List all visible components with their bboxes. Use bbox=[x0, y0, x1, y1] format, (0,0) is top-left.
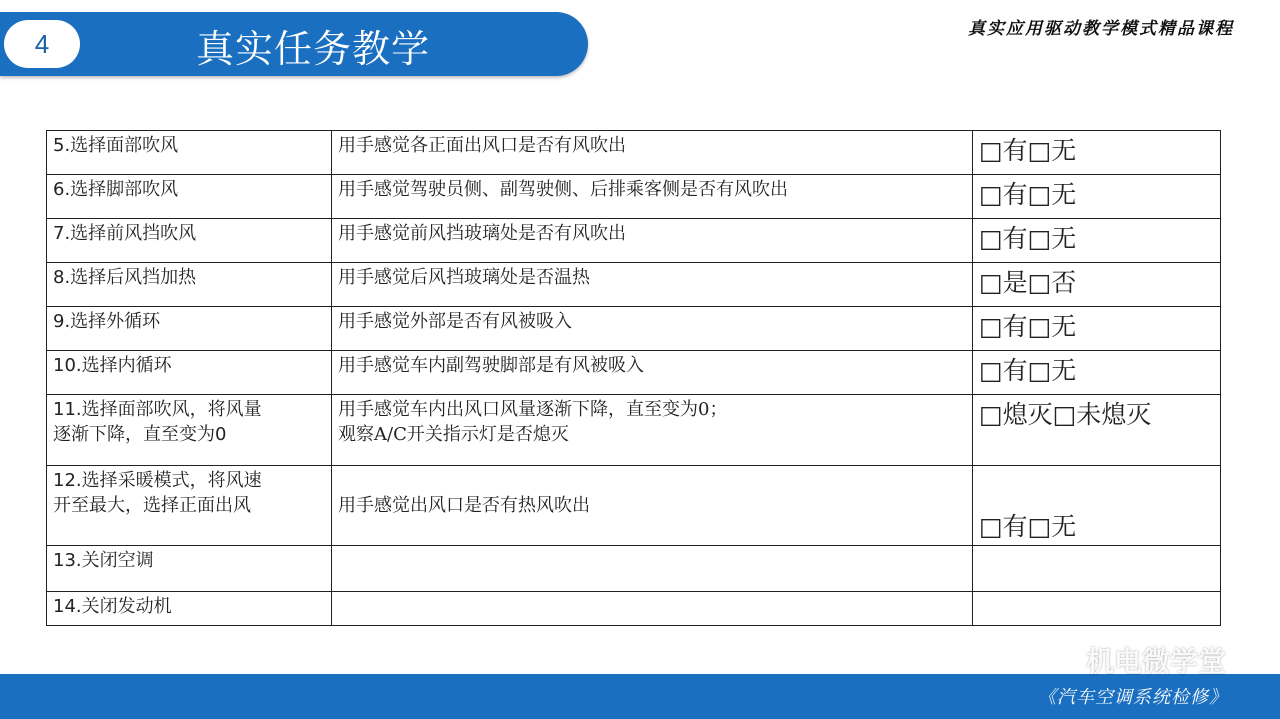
course-tagline: 真实应用驱动教学模式精品课程 bbox=[968, 19, 1234, 39]
method-cell: 用手感觉后风挡玻璃处是否温热 bbox=[332, 263, 973, 307]
step-cell: 6.选择脚部吹风 bbox=[47, 175, 332, 219]
method-line: 用手感觉车内出风口风量逐渐下降，直至变为0； bbox=[338, 399, 728, 420]
table-row bbox=[47, 175, 1221, 219]
method-cell: 用手感觉外部是否有风被吸入 bbox=[332, 307, 973, 351]
step-cell: 9.选择外循环 bbox=[47, 307, 332, 351]
method-cell bbox=[332, 546, 973, 592]
method-cell: 用手感觉车内副驾驶脚部是有风被吸入 bbox=[332, 351, 973, 395]
result-cell: □有□无 bbox=[973, 219, 1221, 263]
table-row bbox=[47, 466, 1221, 546]
step-cell: 13.关闭空调 bbox=[47, 546, 332, 592]
step-line: 12.选择采暖模式，将风速 bbox=[53, 470, 262, 491]
result-cell bbox=[973, 546, 1221, 592]
method-cell bbox=[332, 395, 973, 466]
step-cell: 5.选择面部吹风 bbox=[47, 131, 332, 175]
step-line: 开至最大，选择正面出风 bbox=[53, 495, 251, 516]
result-cell: □熄灭□未熄灭 bbox=[973, 395, 1221, 466]
step-cell: 7.选择前风挡吹风 bbox=[47, 219, 332, 263]
page-title: 真实任务教学 bbox=[196, 26, 431, 71]
table-row bbox=[47, 546, 1221, 592]
table-row bbox=[47, 592, 1221, 626]
course-name: 《汽车空调系统检修》 bbox=[1038, 687, 1228, 708]
result-cell: □是□否 bbox=[973, 263, 1221, 307]
step-cell: 14.关闭发动机 bbox=[47, 592, 332, 626]
step-cell: 8.选择后风挡加热 bbox=[47, 263, 332, 307]
table-row bbox=[47, 263, 1221, 307]
method-line: 观察A/C开关指示灯是否熄灭 bbox=[338, 424, 569, 445]
step-cell: 10.选择内循环 bbox=[47, 351, 332, 395]
section-number: 4 bbox=[34, 28, 50, 59]
step-line: 逐渐下降，直至变为0 bbox=[53, 424, 227, 445]
table-row bbox=[47, 395, 1221, 466]
table-row bbox=[47, 351, 1221, 395]
step-line: 11.选择面部吹风，将风量 bbox=[53, 399, 262, 420]
method-cell bbox=[332, 592, 973, 626]
step-cell bbox=[47, 395, 332, 466]
wechat-icon bbox=[1042, 645, 1078, 675]
step-cell bbox=[47, 466, 332, 546]
method-cell: 用手感觉各正面出风口是否有风吹出 bbox=[332, 131, 973, 175]
table-row bbox=[47, 131, 1221, 175]
inspection-table bbox=[46, 130, 1221, 626]
section-number-badge bbox=[4, 20, 80, 68]
table-row bbox=[47, 307, 1221, 351]
result-cell: □有□无 bbox=[973, 466, 1221, 546]
table-row bbox=[47, 219, 1221, 263]
result-cell: □有□无 bbox=[973, 131, 1221, 175]
watermark-text: 机电微学堂 bbox=[1086, 645, 1227, 678]
method-cell: 用手感觉驾驶员侧、副驾驶侧、后排乘客侧是否有风吹出 bbox=[332, 175, 973, 219]
method-cell: 用手感觉出风口是否有热风吹出 bbox=[332, 466, 973, 546]
result-cell bbox=[973, 592, 1221, 626]
watermark bbox=[1042, 640, 1226, 680]
method-cell: 用手感觉前风挡玻璃处是否有风吹出 bbox=[332, 219, 973, 263]
result-cell: □有□无 bbox=[973, 175, 1221, 219]
result-cell: □有□无 bbox=[973, 351, 1221, 395]
result-cell: □有□无 bbox=[973, 307, 1221, 351]
